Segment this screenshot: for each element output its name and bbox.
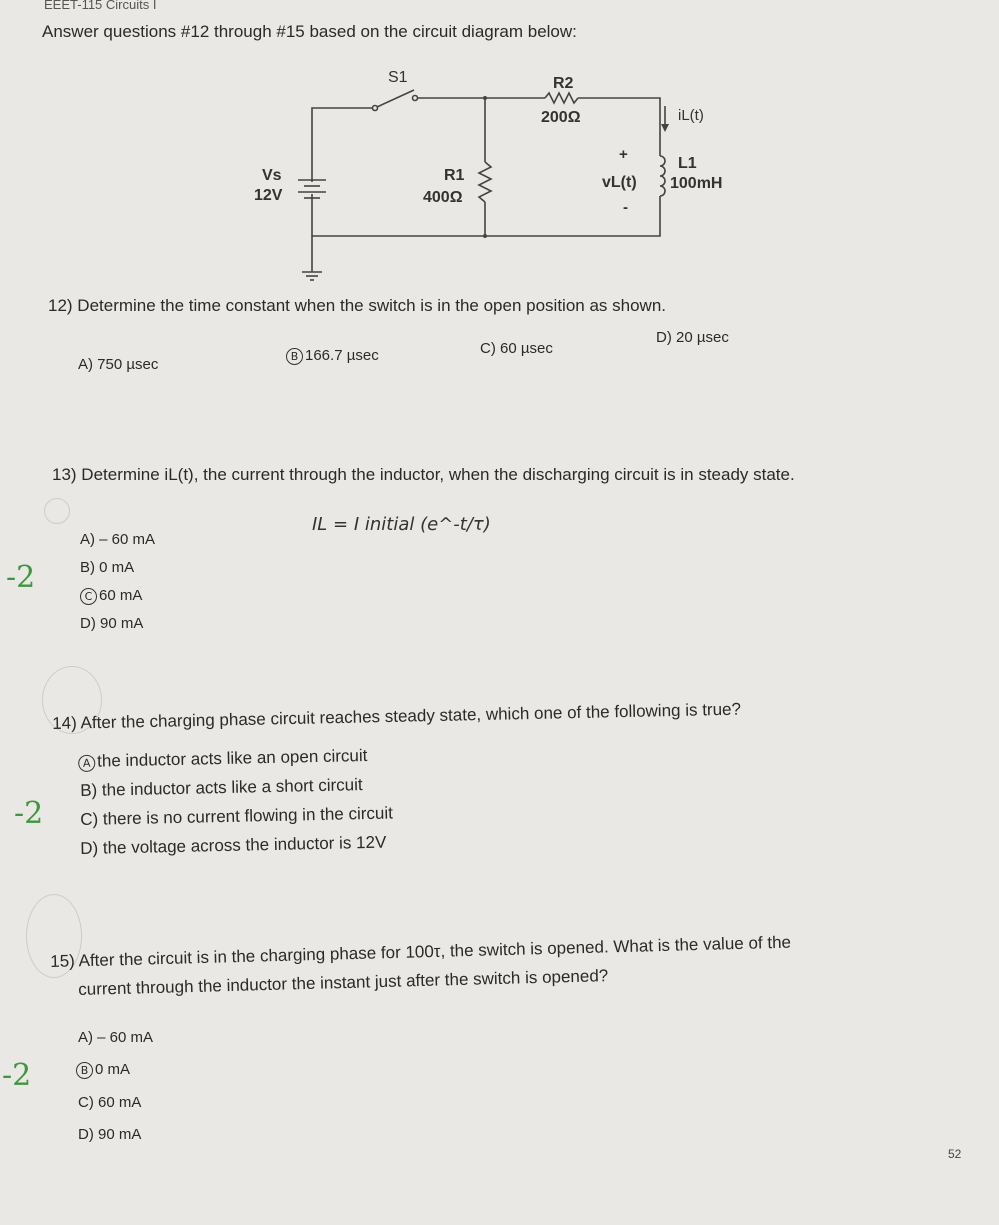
q12-option-a: A) 750 µsec bbox=[78, 356, 159, 373]
circled-answer-mark: A bbox=[78, 755, 95, 772]
q13-option-c: C 60 mA bbox=[80, 587, 142, 605]
r1-label: R1 bbox=[444, 167, 465, 184]
circled-answer-mark: B bbox=[286, 348, 303, 365]
source-label: Vs bbox=[262, 167, 282, 184]
q14-option-b: B) the inductor acts like a short circuit bbox=[80, 775, 363, 800]
source-value: 12V bbox=[254, 187, 283, 204]
grade-mark-q13: -2 bbox=[6, 560, 36, 595]
r2-resistor bbox=[545, 93, 578, 103]
minus-sign: - bbox=[623, 199, 628, 216]
r1-resistor bbox=[479, 162, 491, 202]
q13-option-a: A) – 60 mA bbox=[80, 531, 156, 548]
question-13: 13) Determine iL(t), the current through the inductor, when the discharging circuit is in steady state. bbox=[52, 465, 795, 484]
inductor-label: L1 bbox=[678, 155, 697, 172]
grade-mark-q14: -2 bbox=[14, 796, 44, 831]
instructions: Answer questions #12 through #15 based on the circuit diagram below: bbox=[42, 22, 577, 41]
question-12: 12) Determine the time constant when the switch is in the open position as shown. bbox=[48, 296, 667, 315]
q14-option-a: A the inductor acts like an open circuit bbox=[78, 746, 368, 772]
q12-option-b: B 166.7 µsec bbox=[286, 347, 379, 365]
q12-option-c: C) 60 µsec bbox=[480, 340, 553, 357]
q15-option-b: B 0 mA bbox=[76, 1061, 130, 1079]
q13-option-b: B) 0 mA bbox=[80, 559, 135, 576]
course-header: EEET-115 Circuits I bbox=[44, 0, 157, 12]
inductor-coil bbox=[660, 156, 665, 196]
circled-answer-mark: C bbox=[80, 588, 97, 605]
circled-answer-mark: B bbox=[76, 1062, 93, 1079]
q15-option-d: D) 90 mA bbox=[78, 1126, 142, 1143]
r2-label: R2 bbox=[553, 75, 574, 92]
inductor-value: 100mH bbox=[670, 175, 723, 192]
question-15-line-2: current through the inductor the instant just after the switch is opened? bbox=[78, 966, 609, 999]
page-number: 52 bbox=[948, 1147, 962, 1161]
circuit-diagram bbox=[240, 60, 760, 300]
grade-mark-q15: -2 bbox=[2, 1058, 32, 1093]
r2-value: 200Ω bbox=[541, 109, 581, 126]
current-label: iL(t) bbox=[678, 107, 704, 124]
question-14: 14) After the charging phase circuit reaches steady state, which one of the following is true? bbox=[52, 699, 742, 733]
q15-option-a: A) – 60 mA bbox=[78, 1029, 154, 1046]
q13-option-d: D) 90 mA bbox=[80, 615, 144, 632]
switch-blade bbox=[377, 90, 414, 107]
voltage-label: vL(t) bbox=[602, 174, 637, 191]
switch-label: S1 bbox=[388, 69, 408, 86]
r1-value: 400Ω bbox=[423, 189, 463, 206]
plus-sign: + bbox=[619, 146, 628, 163]
q12-option-d: D) 20 µsec bbox=[656, 329, 729, 346]
handwritten-note: IL = I initial (e^-t/τ) bbox=[312, 514, 491, 535]
q15-option-c: C) 60 mA bbox=[78, 1094, 142, 1111]
question-ring-mark bbox=[44, 498, 70, 524]
question-15-line-1: 15) After the circuit is in the charging phase for 100τ, the switch is opened. What is the value of the bbox=[50, 932, 792, 971]
q14-option-c: C) there is no current flowing in the circuit bbox=[80, 803, 394, 829]
q14-option-d: D) the voltage across the inductor is 12V bbox=[80, 832, 387, 858]
